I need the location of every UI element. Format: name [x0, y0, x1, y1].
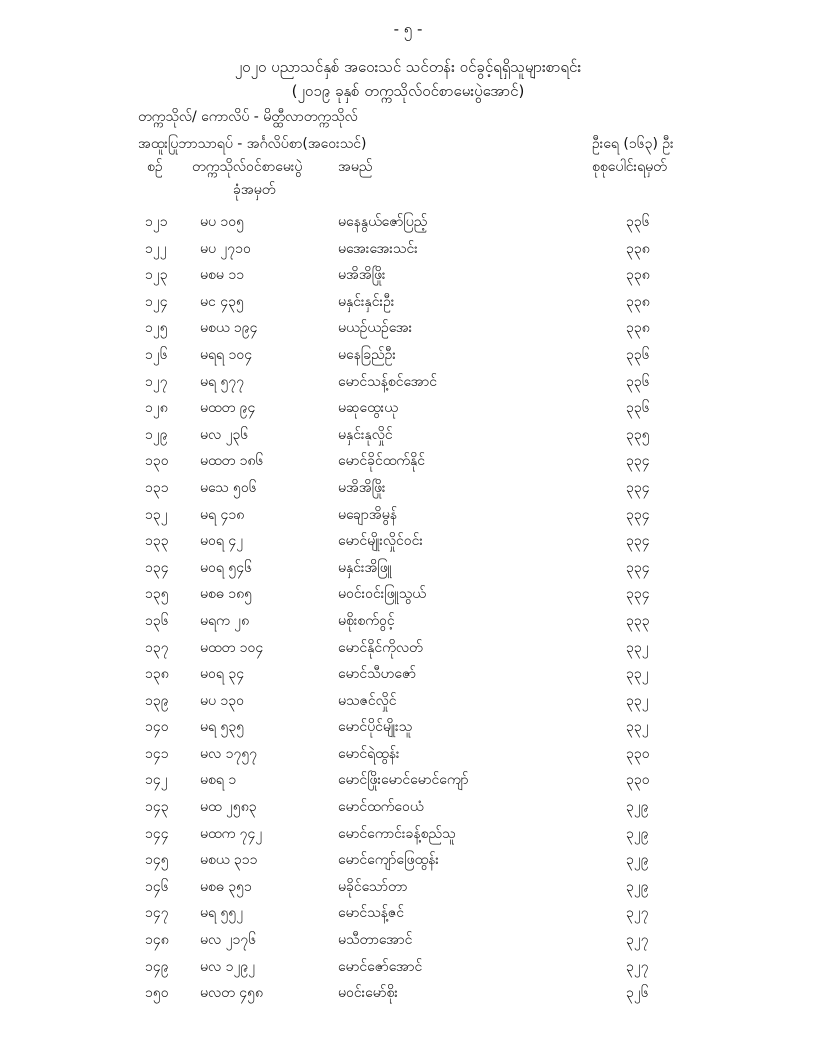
table-row [0, 664, 816, 691]
table-row [0, 797, 816, 824]
roll-number-cell: မရ ၅၅၂ [200, 905, 244, 922]
table-row [0, 717, 816, 744]
roll-number-cell: မထက ၇၄၂ [200, 825, 263, 842]
table-row [0, 345, 816, 372]
table-row [0, 983, 816, 1010]
marks-cell: ၃၃၆ [626, 400, 650, 417]
table-row [0, 239, 816, 266]
roll-number-cell: မပ ၁၃၀ [200, 692, 245, 709]
serial-cell: ၁၃၉ [145, 692, 169, 709]
roll-number-cell: မဝရ ၄၂ [200, 533, 244, 550]
marks-cell: ၃၃၃ [626, 612, 650, 629]
serial-cell: ၁၂၂ [145, 240, 167, 257]
name-cell: မအိအိဖြိုး [338, 479, 386, 496]
serial-cell: ၁၂၉ [145, 426, 168, 443]
marks-cell: ၃၃၆ [626, 346, 650, 363]
roll-number-cell: မထတ ၁၈၆ [200, 453, 264, 470]
marks-cell: ၃၃၆ [626, 373, 650, 390]
serial-cell: ၁၂၃ [145, 267, 168, 284]
marks-cell: ၃၃၀ [626, 745, 650, 762]
serial-cell: ၁၄၄ [145, 825, 169, 842]
serial-cell: ၁၃၁ [145, 479, 169, 496]
serial-cell: ၁၃၅ [145, 586, 169, 603]
roll-number-cell: မရက ၂၈ [200, 612, 250, 629]
name-cell: မောင်ဇော်အောင် [338, 958, 423, 975]
roll-number-cell: မစယ ၁၉၄ [200, 320, 258, 337]
serial-cell: ၁၄၀ [145, 719, 169, 736]
serial-cell: ၁၂၈ [145, 400, 168, 417]
table-row [0, 265, 816, 292]
roll-number-cell: မရ ၅၇၇ [200, 373, 245, 390]
marks-cell: ၃၂၉ [626, 825, 649, 842]
column-header-serial: စဉ် [147, 159, 163, 175]
serial-cell: ၁၃၃ [145, 533, 169, 550]
table-row [0, 425, 816, 452]
roll-number-cell: မရ ၄၁၈ [200, 506, 245, 523]
marks-cell: ၃၃၈ [626, 320, 650, 337]
serial-cell: ၁၂၅ [145, 320, 168, 337]
marks-cell: ၃၃၂ [626, 719, 649, 736]
table-row [0, 824, 816, 851]
serial-cell: ၁၄၅ [145, 852, 169, 869]
name-cell: မချောအိမွန် [338, 506, 397, 523]
serial-cell: ၁၄၈ [145, 932, 169, 949]
table-row [0, 372, 816, 399]
roll-number-cell: မလ ၁၇၅၇ [200, 745, 258, 762]
table-row [0, 930, 816, 957]
serial-cell: ၁၃၇ [145, 639, 169, 656]
serial-cell: ၁၄၂ [145, 772, 168, 789]
name-cell: မသဇင်လှိုင် [338, 692, 397, 709]
table-row [0, 212, 816, 239]
university-line: တက္ကသိုလ်/ ကောလိပ် - မိတ္ထီလာတက္ကသိုလ် [138, 109, 358, 125]
marks-cell: ၃၃၄ [626, 586, 650, 603]
marks-cell: ၃၃၄ [626, 479, 650, 496]
serial-cell: ၁၂၆ [145, 346, 168, 363]
roll-number-cell: မထ ၂၅၈၃ [200, 799, 257, 816]
table-row [0, 611, 816, 638]
roll-number-cell: မဝရ ၃၄ [200, 666, 245, 683]
marks-cell: ၃၃၀ [626, 772, 650, 789]
name-cell: မောင်ကောင်းခန့်စည်သူ [338, 825, 456, 842]
document-subtitle: (၂၀၁၉ ခုနှစ် တက္ကသိုလ်ဝင်စာမေးပွဲအောင်) [291, 82, 525, 100]
roll-number-cell: မပ ၂၇၁၀ [200, 240, 251, 257]
roll-number-cell: မစဓ ၃၅၁ [200, 878, 252, 895]
table-row [0, 398, 816, 425]
table-row [0, 318, 816, 345]
roll-number-cell: မဝရ ၅၄၆ [200, 559, 252, 576]
table-row [0, 584, 816, 611]
table-row [0, 505, 816, 532]
name-cell: မောင်သန့်ဇင် [338, 905, 404, 922]
table-row [0, 638, 816, 665]
table-row [0, 558, 816, 585]
name-cell: မောင်ထက်ဝေယံ [338, 799, 424, 816]
serial-cell: ၁၂၄ [145, 293, 168, 310]
marks-cell: ၃၃၄ [626, 559, 650, 576]
name-cell: မောင်မျိုးလှိုင်ဝင်း [338, 533, 423, 550]
name-cell: မောင်ခိုင်ထက်နိုင် [338, 453, 425, 470]
roll-number-cell: မစရ ၁ [200, 772, 237, 789]
serial-cell: ၁၄၁ [145, 745, 169, 762]
marks-cell: ၃၃၂ [626, 666, 649, 683]
name-cell: မောင်သီဟဇော် [338, 666, 417, 683]
name-cell: မောင်ကျော်ဖြေထွန်း [338, 852, 439, 869]
name-cell: မယဉ်ယဉ်အေး [338, 320, 413, 337]
marks-cell: ၃၃၆ [626, 214, 650, 230]
table-row [0, 770, 816, 797]
table-row [0, 691, 816, 718]
roll-number-cell: မသေ ၅၀၆ [200, 479, 257, 496]
serial-cell: ၁၂၇ [145, 373, 168, 390]
roll-number-cell: မရ ၅၃၅ [200, 719, 245, 736]
quota-line: ဦးရေ (၁၆၃) ဦး [592, 136, 674, 152]
table-row [0, 744, 816, 771]
marks-cell: ၃၃၄ [626, 506, 650, 523]
page-number: - ၅ - [393, 20, 423, 38]
roll-number-cell: မပ ၁၀၅ [200, 214, 245, 230]
name-cell: မသီတာအောင် [338, 932, 413, 949]
document-title: ၂၀၂၀ ပညာသင်နှစ် အဝေးသင် သင်တန်း ဝင်ခွင့်ရရှိသူများစာရင်း [234, 58, 582, 76]
name-cell: မခိုင်သော်တာ [338, 878, 408, 895]
name-cell: မအိအိဖြိုး [338, 267, 386, 284]
serial-cell: ၁၃၆ [145, 612, 169, 629]
name-cell: မဝင်းမော်စိုး [338, 985, 398, 1002]
roll-number-cell: မလ ၂၁၇၆ [200, 932, 257, 949]
table-row [0, 531, 816, 558]
marks-cell: ၃၃၈ [626, 293, 650, 310]
name-cell: မောင်နိုင်ကိုလတ် [338, 639, 423, 656]
table-row [0, 877, 816, 904]
table-row [0, 903, 816, 930]
table-row [0, 451, 816, 478]
roll-number-cell: မရရ ၁၀၄ [200, 346, 253, 363]
serial-cell: ၁၄၆ [145, 878, 169, 895]
roll-number-cell: မထတ ၉၄ [200, 400, 256, 417]
table-row [0, 292, 816, 319]
name-cell: မနေခြည်ဦး [338, 346, 396, 363]
roll-number-cell: မစယ ၃၁၁ [200, 852, 258, 869]
marks-cell: ၃၃၈ [626, 267, 650, 284]
roll-number-cell: မလ ၂၃၆ [200, 426, 249, 443]
name-cell: မောင်သန့်စင်အောင် [338, 373, 437, 390]
name-cell: မဝင်းဝင်းဖြူသွယ် [338, 586, 426, 603]
column-header-roll-number-line2: ခုံအမှတ် [233, 182, 276, 198]
name-cell: မအေးအေးသင်း [338, 240, 418, 257]
table-row [0, 478, 816, 505]
roll-number-cell: မစမ ၁၁ [200, 267, 245, 284]
name-cell: မနေနွယ်ဇော်ပြည့် [338, 214, 428, 230]
marks-cell: ၃၃၄ [626, 453, 650, 470]
marks-cell: ၃၃၂ [626, 692, 649, 709]
name-cell: မောင်ပိုင်မျိုးသူ [338, 719, 413, 736]
serial-cell: ၁၅၀ [145, 985, 169, 1002]
name-cell: မနှင်းနှင်းဦး [338, 293, 395, 310]
name-cell: မစိုးစက်ဝွင့် [338, 612, 395, 629]
column-header-total-marks: စုစုပေါင်းရမှတ် [592, 159, 667, 175]
table-row [0, 850, 816, 877]
name-cell: မနှင်းအိဖြူ [338, 559, 392, 576]
marks-cell: ၃၂၇ [626, 958, 649, 975]
results-table [0, 212, 816, 1010]
serial-cell: ၁၃၄ [145, 559, 169, 576]
serial-cell: ၁၄၇ [145, 905, 169, 922]
marks-cell: ၃၂၇ [626, 905, 649, 922]
column-header-roll-number: တက္ကသိုလ်ဝင်စာမေးပွဲ [192, 159, 303, 175]
major-subject-line: အထူးပြုဘာသာရပ် - အင်္ဂလိပ်စာ(အဝေးသင်) [138, 136, 367, 152]
name-cell: မောင်ဖြိုးမောင်မောင်ကျော် [338, 772, 469, 789]
serial-cell: ၁၄၉ [145, 958, 169, 975]
serial-cell: ၁၄၃ [145, 799, 169, 816]
serial-cell: ၁၂၁ [145, 214, 168, 230]
roll-number-cell: မလတ ၄၅၈ [200, 985, 263, 1002]
name-cell: မောင်ရဲထွန်း [338, 745, 400, 762]
marks-cell: ၃၂၉ [626, 852, 649, 869]
column-header-name: အမည် [338, 159, 373, 175]
marks-cell: ၃၃၈ [626, 240, 650, 257]
roll-number-cell: မစဓ ၁၈၅ [200, 586, 252, 603]
roll-number-cell: မထတ ၁၀၄ [200, 639, 264, 656]
roll-number-cell: မင ၄၃၅ [200, 293, 244, 310]
marks-cell: ၃၂၇ [626, 932, 649, 949]
serial-cell: ၁၃၈ [145, 666, 169, 683]
marks-cell: ၃၂၉ [626, 878, 649, 895]
table-row [0, 957, 816, 984]
name-cell: မနှင်းနုလှိုင် [338, 426, 393, 443]
marks-cell: ၃၃၄ [626, 533, 650, 550]
marks-cell: ၃၂၆ [626, 985, 649, 1002]
name-cell: မဆုထွေးယု [338, 400, 398, 417]
serial-cell: ၁၃၀ [145, 453, 169, 470]
serial-cell: ၁၃၂ [145, 506, 168, 523]
marks-cell: ၃၃၂ [626, 639, 649, 656]
marks-cell: ၃၂၉ [626, 799, 649, 816]
marks-cell: ၃၃၅ [626, 426, 650, 443]
roll-number-cell: မလ ၁၂၉၂ [200, 958, 256, 975]
